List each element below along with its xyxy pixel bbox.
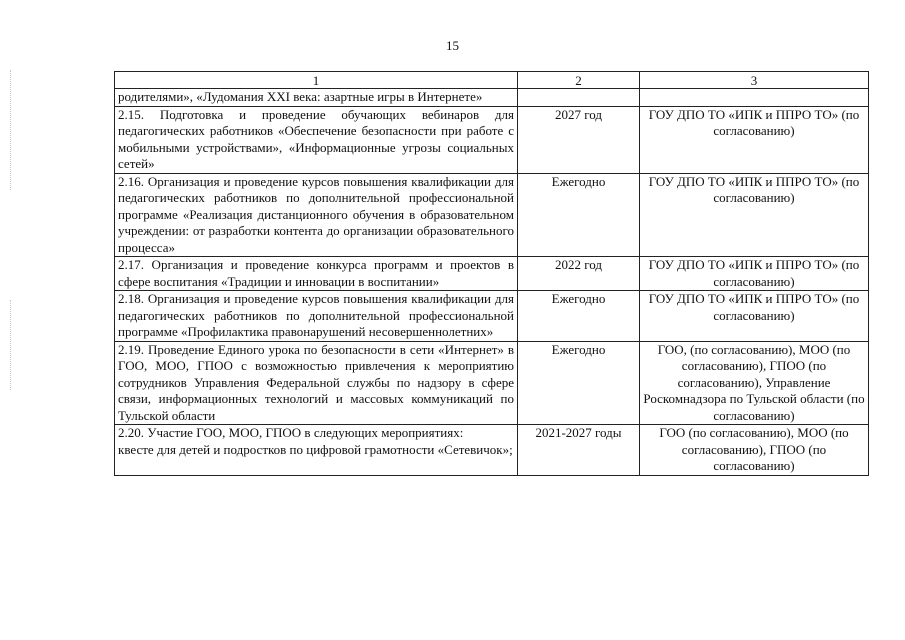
activity-responsible bbox=[640, 89, 869, 107]
activities-table bbox=[114, 71, 869, 476]
activity-description: 2.19. Проведение Единого урока по безопасности в сети «Интернет» в ГОО, МОО, ГПОО с возможностью привлечения к мероприятию сотрудников Управления Федеральной службы по надзору в сфере связи, информационных технологий и массовых коммуникаций по Тульской области bbox=[115, 341, 518, 425]
table-row bbox=[115, 173, 869, 257]
activity-responsible: ГОО, (по согласованию), МОО (по согласованию), ГПОО (по согласованию), Управление Роскомнадзора по Тульской области (по согласованию) bbox=[640, 341, 869, 425]
column-header-2: 2 bbox=[518, 72, 640, 89]
table-row bbox=[115, 425, 869, 476]
activity-responsible: ГОУ ДПО ТО «ИПК и ППРО ТО» (по согласованию) bbox=[640, 291, 869, 342]
activity-period: 2022 год bbox=[518, 257, 640, 291]
table-row bbox=[115, 291, 869, 342]
scan-margin-marks-lower bbox=[10, 300, 12, 390]
table-header-row bbox=[115, 72, 869, 89]
activity-description: 2.16. Организация и проведение курсов повышения квалификации для педагогических работников по дополнительной профессиональной программе «Реализация дистанционного обучения в образовательном учреждении: от разработки контента до организации образовательного процесса» bbox=[115, 173, 518, 257]
table-row bbox=[115, 341, 869, 425]
column-header-3: 3 bbox=[640, 72, 869, 89]
table-row bbox=[115, 106, 869, 173]
activity-period: 2027 год bbox=[518, 106, 640, 173]
activity-period: Ежегодно bbox=[518, 291, 640, 342]
activity-period: Ежегодно bbox=[518, 173, 640, 257]
activity-responsible: ГОУ ДПО ТО «ИПК и ППРО ТО» (по согласованию) bbox=[640, 106, 869, 173]
column-header-1: 1 bbox=[115, 72, 518, 89]
table-row bbox=[115, 257, 869, 291]
activity-responsible: ГОО (по согласованию), МОО (по согласованию), ГПОО (по согласованию) bbox=[640, 425, 869, 476]
scan-margin-marks bbox=[10, 70, 12, 190]
activity-description: 2.17. Организация и проведение конкурса программ и проектов в сфере воспитания «Традиции и инновации в воспитании» bbox=[115, 257, 518, 291]
activity-period: 2021-2027 годы bbox=[518, 425, 640, 476]
activity-period bbox=[518, 89, 640, 107]
activity-responsible: ГОУ ДПО ТО «ИПК и ППРО ТО» (по согласованию) bbox=[640, 173, 869, 257]
activity-description: 2.18. Организация и проведение курсов повышения квалификации для педагогических работников по дополнительной профессиональной программе «Профилактика правонарушений несовершеннолетних» bbox=[115, 291, 518, 342]
activity-description: родителями», «Лудомания XXI века: азартные игры в Интернете» bbox=[115, 89, 518, 107]
activity-description: 2.15. Подготовка и проведение обучающих вебинаров для педагогических работников «Обеспечение безопасности при работе с мобильными устройствами», «Информационные угрозы социальных сетей» bbox=[115, 106, 518, 173]
activity-responsible: ГОУ ДПО ТО «ИПК и ППРО ТО» (по согласованию) bbox=[640, 257, 869, 291]
page-number: 15 bbox=[446, 38, 459, 53]
activity-period: Ежегодно bbox=[518, 341, 640, 425]
table-row bbox=[115, 89, 869, 107]
activity-description: 2.20. Участие ГОО, МОО, ГПОО в следующих мероприятиях: квесте для детей и подростков по цифровой грамотности «Сетевичок»; bbox=[115, 425, 518, 476]
